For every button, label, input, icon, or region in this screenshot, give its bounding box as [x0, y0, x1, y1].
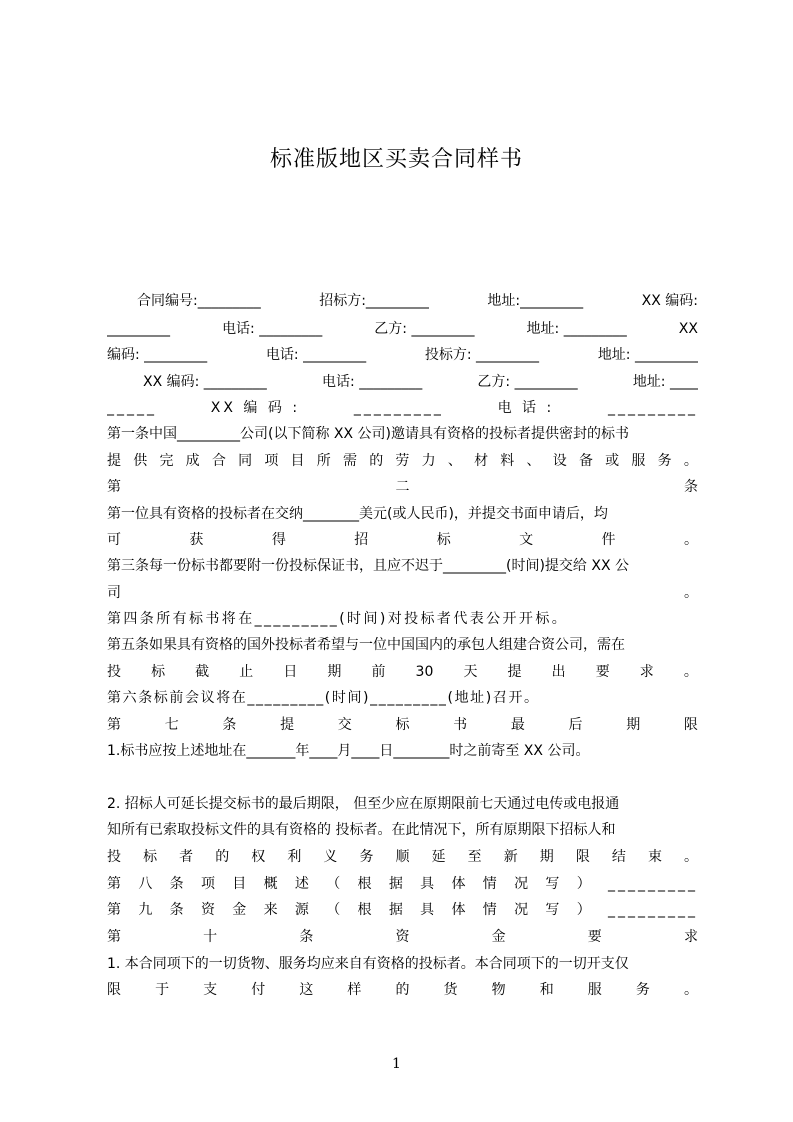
line-segment: 服 [587, 982, 602, 998]
line-segment: 交 [337, 717, 352, 733]
line-segment: ） [576, 876, 594, 892]
line-segment: 限 [107, 982, 121, 998]
line-segment: 招 [354, 532, 369, 548]
line-segment: （ [326, 902, 344, 918]
document-line [107, 581, 698, 605]
line-segment: 项 [264, 453, 279, 469]
line-segment: 付 [251, 982, 266, 998]
line-segment: 文 [519, 532, 534, 548]
line-segment: 支 [203, 982, 218, 998]
document-line [143, 370, 698, 394]
line-segment: 、 [526, 453, 541, 469]
line-segment: 合 [211, 453, 226, 469]
line-segment: 据 [388, 902, 406, 918]
line-segment: 提 [280, 717, 295, 733]
line-segment: 止 [239, 664, 254, 680]
line-segment: 于 [155, 982, 170, 998]
line-segment: 地址: ____ [632, 374, 698, 390]
line-segment: 第一条中国_________公司(以下简称 XX 公司)邀请具有资格的投标者提供密封的标书 [107, 426, 630, 442]
document-line [137, 289, 698, 313]
line-segment: 合同编号:_________ [137, 293, 261, 309]
line-segment: 结 [611, 849, 626, 865]
line-segment: 体 [451, 876, 469, 892]
line-segment: 这 [299, 982, 314, 998]
line-segment: _____ [107, 400, 157, 416]
line-segment: 七 [164, 717, 179, 733]
line-segment: 权 [251, 849, 266, 865]
line-segment: 情 [482, 876, 500, 892]
line-segment: 期 [539, 849, 554, 865]
document-line [107, 660, 698, 684]
line-segment: 投 [107, 849, 121, 865]
line-segment: 九 [138, 902, 156, 918]
line-segment: 限 [683, 717, 698, 733]
line-segment: 。 [683, 532, 698, 548]
line-segment: XX 编码: _________ [143, 374, 267, 390]
line-segment: 具 [420, 902, 438, 918]
line-segment: 第 [107, 876, 124, 892]
line-segment: _________ [107, 321, 170, 337]
line-segment: 期 [626, 717, 641, 733]
line-segment: 可 [107, 532, 121, 548]
line-segment: 后 [568, 717, 583, 733]
line-segment: 投 [107, 664, 121, 680]
line-segment: 电话: _________ [322, 374, 423, 390]
line-segment: 劳 [395, 453, 410, 469]
line-segment: 料 [500, 453, 515, 469]
line-segment: 来 [263, 902, 281, 918]
line-segment: 司 [107, 585, 121, 601]
line-segment: 标 [143, 849, 158, 865]
line-segment: 条 [299, 929, 314, 945]
document-line [107, 818, 698, 842]
line-segment: 写 [545, 902, 563, 918]
line-segment: 第四条所有标书将在_________(时间)对投标者代表公开开标。 [107, 611, 569, 627]
line-segment: 同 [238, 453, 253, 469]
line-segment: ） [576, 902, 594, 918]
line-segment: 。 [684, 849, 698, 865]
line-segment: 项 [200, 876, 218, 892]
line-segment: 资 [395, 929, 410, 945]
line-segment: 日 [283, 664, 298, 680]
document-line [107, 502, 698, 526]
document-title: 标准版地区买卖合同样书 [269, 147, 523, 172]
line-segment: 获 [189, 532, 204, 548]
line-segment: 力 [421, 453, 436, 469]
line-segment: 得 [271, 532, 286, 548]
line-segment: 知所有已索取投标文件的具有资格的 投标者。在此情况下，所有原期限下招标人和 [107, 822, 616, 838]
line-segment: 条 [169, 876, 187, 892]
line-segment: 务 [657, 453, 672, 469]
line-segment: 条 [169, 902, 187, 918]
line-segment: 第六条标前会议将在_________(时间)_________(地址)召开。 [107, 690, 540, 706]
line-segment: 提 [507, 664, 522, 680]
line-segment: 金 [232, 902, 250, 918]
line-segment: 。 [683, 453, 698, 469]
line-segment: 第一位具有资格的投标者在交纳________美元(或人民币)，并提交书面申请后，均 [107, 506, 608, 522]
line-segment: 求 [639, 664, 654, 680]
line-segment: 二 [395, 479, 410, 495]
line-segment: 的 [215, 849, 230, 865]
line-segment: 地址: _________ [526, 321, 627, 337]
line-segment: 地址: _________ [597, 347, 698, 363]
document-line [107, 686, 698, 710]
document-line [107, 422, 698, 446]
line-segment: （ [326, 876, 344, 892]
document-line [107, 607, 698, 631]
line-segment: 第 [107, 717, 121, 733]
line-segment: 备 [578, 453, 593, 469]
line-segment: 成 [185, 453, 200, 469]
line-segment: _________ [608, 876, 698, 892]
line-segment: 体 [451, 902, 469, 918]
document-line [107, 317, 698, 341]
line-segment: _________ [608, 902, 698, 918]
line-segment: 件 [601, 532, 616, 548]
line-segment: 限 [575, 849, 590, 865]
line-segment: 情 [482, 902, 500, 918]
line-segment: 义 [323, 849, 338, 865]
line-segment: 目 [232, 876, 250, 892]
line-segment: 材 [474, 453, 489, 469]
line-segment: 编码: _________ [107, 347, 208, 363]
document-line [107, 554, 698, 578]
line-segment: 至 [467, 849, 482, 865]
line-segment: 乙方: _________ [374, 321, 475, 337]
line-segment: 截 [195, 664, 210, 680]
line-segment: XX 编 码 : [210, 400, 301, 416]
line-segment: 完 [159, 453, 174, 469]
document-line [107, 739, 698, 763]
line-segment: 者 [179, 849, 194, 865]
document-line [107, 925, 698, 949]
line-segment: 出 [551, 664, 566, 680]
line-segment: XX 编码: [641, 293, 698, 309]
line-segment: 求 [683, 929, 698, 945]
line-segment: 要 [587, 929, 602, 945]
line-segment: 十 [203, 929, 218, 945]
line-segment: 供 [133, 453, 148, 469]
line-segment: 金 [491, 929, 506, 945]
document-line [107, 845, 698, 869]
document-line [107, 528, 698, 552]
document-line [107, 713, 698, 737]
line-segment: 。 [683, 664, 698, 680]
document-line [107, 449, 698, 473]
document-line [107, 343, 698, 367]
line-segment: 八 [138, 876, 156, 892]
document-line [107, 792, 698, 816]
line-segment: 1. 本合同项下的一切货物、服务均应来自有资格的投标者。本合同项下的一切开支仅 [107, 956, 629, 972]
line-segment: 电 话 : [497, 400, 555, 416]
line-segment: 根 [357, 902, 375, 918]
line-segment: 根 [357, 876, 375, 892]
document-line [107, 978, 698, 1002]
line-segment: 提 [107, 453, 121, 469]
line-segment: 设 [552, 453, 567, 469]
line-segment: 电话: _________ [222, 321, 323, 337]
line-segment: 所 [316, 453, 331, 469]
line-segment: 和 [539, 982, 554, 998]
line-segment: 1.标书应按上述地址在_______年____月____日________时之前寄至 XX 公司。 [107, 743, 590, 759]
line-segment: _________ [353, 400, 444, 416]
line-segment: 况 [514, 902, 532, 918]
line-segment: 的 [395, 982, 410, 998]
line-segment: 述 [294, 876, 312, 892]
line-segment: 条 [684, 479, 698, 495]
line-segment: 第三条每一份标书都要附一份投标保证书，且应不迟于_________(时间)提交给 XX 公 [107, 558, 630, 574]
document-line [107, 633, 698, 657]
line-segment: 前 [371, 664, 386, 680]
line-segment: 物 [491, 982, 506, 998]
line-segment: 源 [294, 902, 312, 918]
line-segment: 或 [605, 453, 620, 469]
line-segment: 最 [510, 717, 525, 733]
line-segment: 顺 [395, 849, 410, 865]
line-segment: 标 [151, 664, 166, 680]
line-segment: 第 [107, 929, 121, 945]
line-segment: 天 [463, 664, 478, 680]
line-segment: 要 [595, 664, 610, 680]
line-segment: 利 [287, 849, 302, 865]
line-segment: 、 [447, 453, 462, 469]
line-segment: 货 [443, 982, 458, 998]
line-segment: 2. 招标人可延长提交标书的最后期限， 但至少应在原期限前七天通过电传或电报通 [107, 796, 620, 812]
line-segment: 第五条如果具有资格的国外投标者希望与一位中国国内的承包人组建合资公司，需在 [107, 637, 625, 653]
line-segment: 乙方: _________ [477, 374, 578, 390]
line-segment: 第 [107, 479, 121, 495]
line-segment: 标 [395, 717, 410, 733]
page-number: 1 [392, 1056, 401, 1072]
line-segment: 服 [631, 453, 646, 469]
line-segment: 地址:_________ [487, 293, 584, 309]
line-segment: 电话: _________ [265, 347, 367, 363]
line-segment: 概 [263, 876, 281, 892]
line-segment: 标 [436, 532, 451, 548]
line-segment: 的 [369, 453, 384, 469]
line-segment: 新 [503, 849, 518, 865]
line-segment: 投标方: _________ [424, 347, 540, 363]
line-segment: 。 [683, 982, 698, 998]
line-segment: 样 [347, 982, 362, 998]
line-segment: 需 [342, 453, 357, 469]
document-line [107, 872, 698, 896]
line-segment: 束 [647, 849, 662, 865]
line-segment: 招标方:_________ [319, 293, 429, 309]
line-segment: 资 [200, 902, 218, 918]
line-segment: 第 [107, 902, 124, 918]
line-segment: XX [678, 321, 698, 337]
line-segment: 务 [635, 982, 650, 998]
document-line [107, 475, 698, 499]
line-segment: 况 [514, 876, 532, 892]
document-line [107, 952, 698, 976]
line-segment: 据 [388, 876, 406, 892]
line-segment: 期 [327, 664, 342, 680]
line-segment: 书 [453, 717, 468, 733]
line-segment: 30 [415, 664, 434, 680]
line-segment: _________ [608, 400, 698, 416]
line-segment: 条 [222, 717, 237, 733]
line-segment: 目 [290, 453, 305, 469]
line-segment: 写 [545, 876, 563, 892]
line-segment: 。 [684, 585, 698, 601]
line-segment: 具 [420, 876, 438, 892]
line-segment: 延 [431, 849, 446, 865]
document-line [107, 898, 698, 922]
line-segment: 务 [359, 849, 374, 865]
document-line [107, 396, 698, 420]
